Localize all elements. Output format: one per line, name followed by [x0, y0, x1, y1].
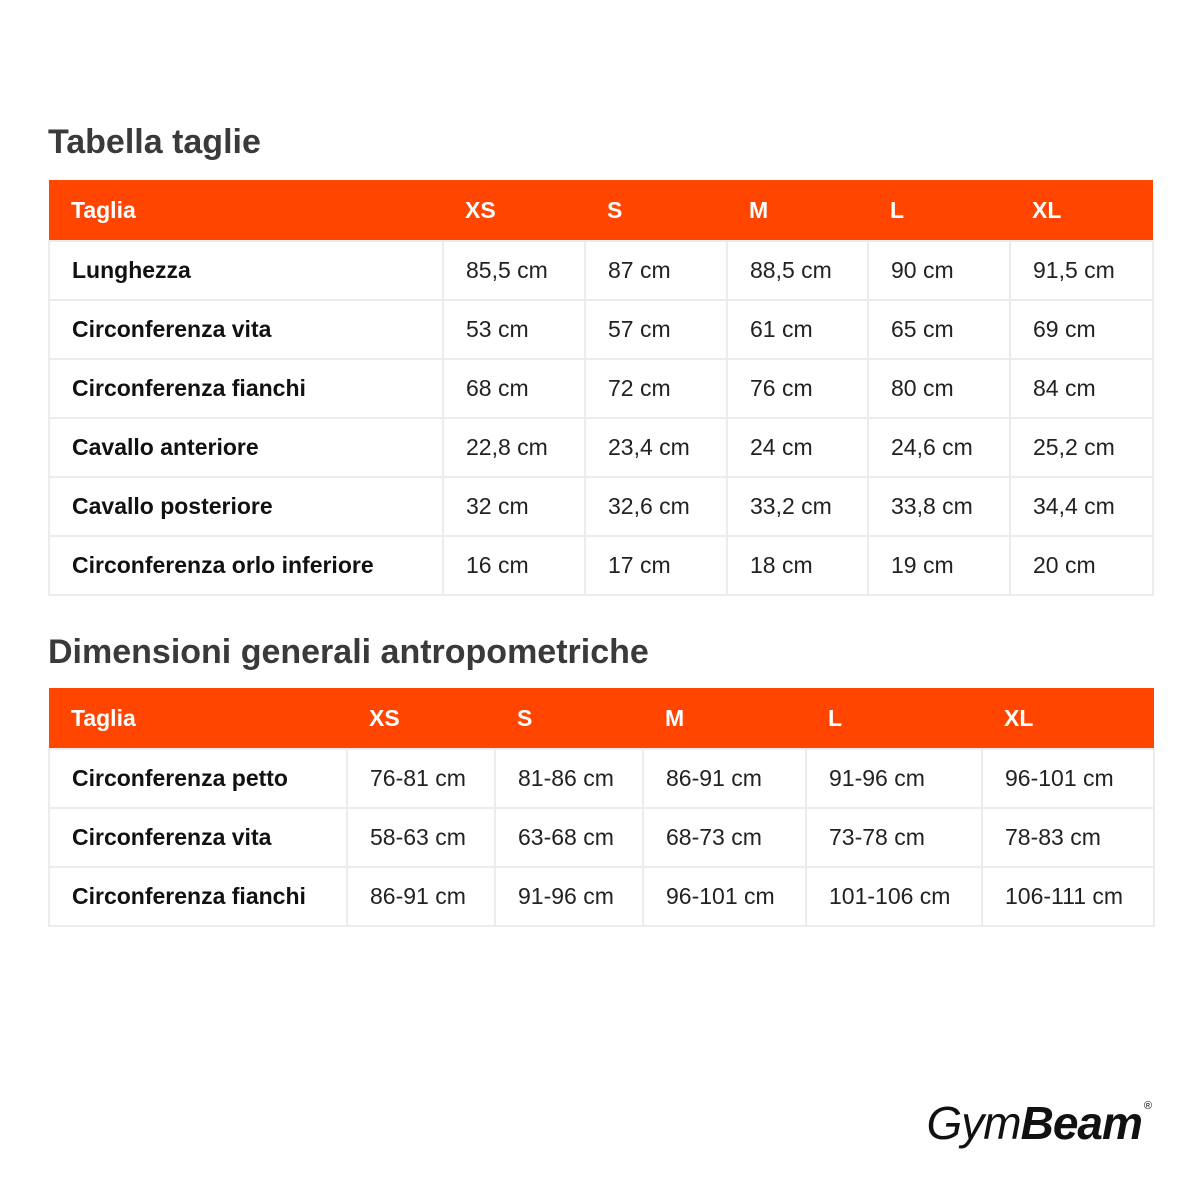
measurement-cell: 76-81 cm	[347, 749, 495, 808]
table-row	[49, 241, 1153, 300]
brand-logo-part-bold: Beam	[1020, 1097, 1142, 1149]
header-cell-size: L	[806, 688, 982, 749]
measurement-cell: 68 cm	[443, 359, 585, 418]
table-row	[49, 300, 1153, 359]
row-label-cell: Lunghezza	[49, 241, 443, 300]
row-label-cell: Cavallo posteriore	[49, 477, 443, 536]
measurement-cell: 81-86 cm	[495, 749, 643, 808]
measurement-cell: 91-96 cm	[495, 867, 643, 926]
measurement-cell: 25,2 cm	[1010, 418, 1153, 477]
measurement-cell: 22,8 cm	[443, 418, 585, 477]
header-cell-size: XL	[1010, 180, 1153, 241]
table-row	[49, 359, 1153, 418]
header-cell-size: XS	[347, 688, 495, 749]
header-cell-size: M	[643, 688, 806, 749]
measurement-cell: 24 cm	[727, 418, 868, 477]
measurement-cell: 87 cm	[585, 241, 727, 300]
measurement-cell: 19 cm	[868, 536, 1010, 595]
measurement-cell: 32,6 cm	[585, 477, 727, 536]
row-label-cell: Cavallo anteriore	[49, 418, 443, 477]
table-row	[49, 418, 1153, 477]
anthropometric-table-title: Dimensioni generali antropometriche	[48, 633, 649, 671]
header-cell-size: S	[585, 180, 727, 241]
measurement-cell: 63-68 cm	[495, 808, 643, 867]
table-row	[49, 536, 1153, 595]
table-header-row	[49, 688, 1154, 749]
measurement-cell: 76 cm	[727, 359, 868, 418]
measurement-cell: 23,4 cm	[585, 418, 727, 477]
row-label-cell: Circonferenza vita	[49, 300, 443, 359]
measurement-cell: 80 cm	[868, 359, 1010, 418]
header-cell-size: S	[495, 688, 643, 749]
measurement-cell: 34,4 cm	[1010, 477, 1153, 536]
header-cell-size: XS	[443, 180, 585, 241]
measurement-cell: 101-106 cm	[806, 867, 982, 926]
measurement-cell: 18 cm	[727, 536, 868, 595]
measurement-cell: 88,5 cm	[727, 241, 868, 300]
row-label-cell: Circonferenza petto	[49, 749, 347, 808]
measurement-cell: 90 cm	[868, 241, 1010, 300]
registered-mark: ®	[1143, 1100, 1152, 1112]
measurement-cell: 69 cm	[1010, 300, 1153, 359]
row-label-cell: Circonferenza vita	[49, 808, 347, 867]
measurement-cell: 91,5 cm	[1010, 241, 1153, 300]
row-label-cell: Circonferenza fianchi	[49, 867, 347, 926]
brand-logo-part-light: Gym	[926, 1097, 1021, 1149]
gymbeam-logo	[926, 1096, 1152, 1150]
header-cell-size: XL	[982, 688, 1154, 749]
measurement-cell: 73-78 cm	[806, 808, 982, 867]
measurement-cell: 85,5 cm	[443, 241, 585, 300]
table-row	[49, 867, 1154, 926]
measurement-cell: 57 cm	[585, 300, 727, 359]
measurement-cell: 58-63 cm	[347, 808, 495, 867]
measurement-cell: 16 cm	[443, 536, 585, 595]
measurement-cell: 86-91 cm	[347, 867, 495, 926]
measurement-cell: 78-83 cm	[982, 808, 1154, 867]
measurement-cell: 96-101 cm	[982, 749, 1154, 808]
measurement-cell: 65 cm	[868, 300, 1010, 359]
row-label-cell: Circonferenza fianchi	[49, 359, 443, 418]
measurement-cell: 84 cm	[1010, 359, 1153, 418]
header-cell-size: L	[868, 180, 1010, 241]
size-table-title: Tabella taglie	[48, 123, 261, 161]
measurement-cell: 72 cm	[585, 359, 727, 418]
header-cell-size-label: Taglia	[49, 180, 443, 241]
measurement-cell: 68-73 cm	[643, 808, 806, 867]
table-header-row	[49, 180, 1153, 241]
row-label-cell: Circonferenza orlo inferiore	[49, 536, 443, 595]
measurement-cell: 33,8 cm	[868, 477, 1010, 536]
measurement-cell: 20 cm	[1010, 536, 1153, 595]
anthropometric-table	[48, 688, 1155, 927]
header-cell-size: M	[727, 180, 868, 241]
measurement-cell: 24,6 cm	[868, 418, 1010, 477]
measurement-cell: 91-96 cm	[806, 749, 982, 808]
measurement-cell: 53 cm	[443, 300, 585, 359]
table-row	[49, 808, 1154, 867]
table-row	[49, 477, 1153, 536]
measurement-cell: 32 cm	[443, 477, 585, 536]
measurement-cell: 96-101 cm	[643, 867, 806, 926]
measurement-cell: 33,2 cm	[727, 477, 868, 536]
measurement-cell: 61 cm	[727, 300, 868, 359]
header-cell-size-label: Taglia	[49, 688, 347, 749]
measurement-cell: 17 cm	[585, 536, 727, 595]
measurement-cell: 106-111 cm	[982, 867, 1154, 926]
table-row	[49, 749, 1154, 808]
size-table	[48, 180, 1154, 596]
measurement-cell: 86-91 cm	[643, 749, 806, 808]
